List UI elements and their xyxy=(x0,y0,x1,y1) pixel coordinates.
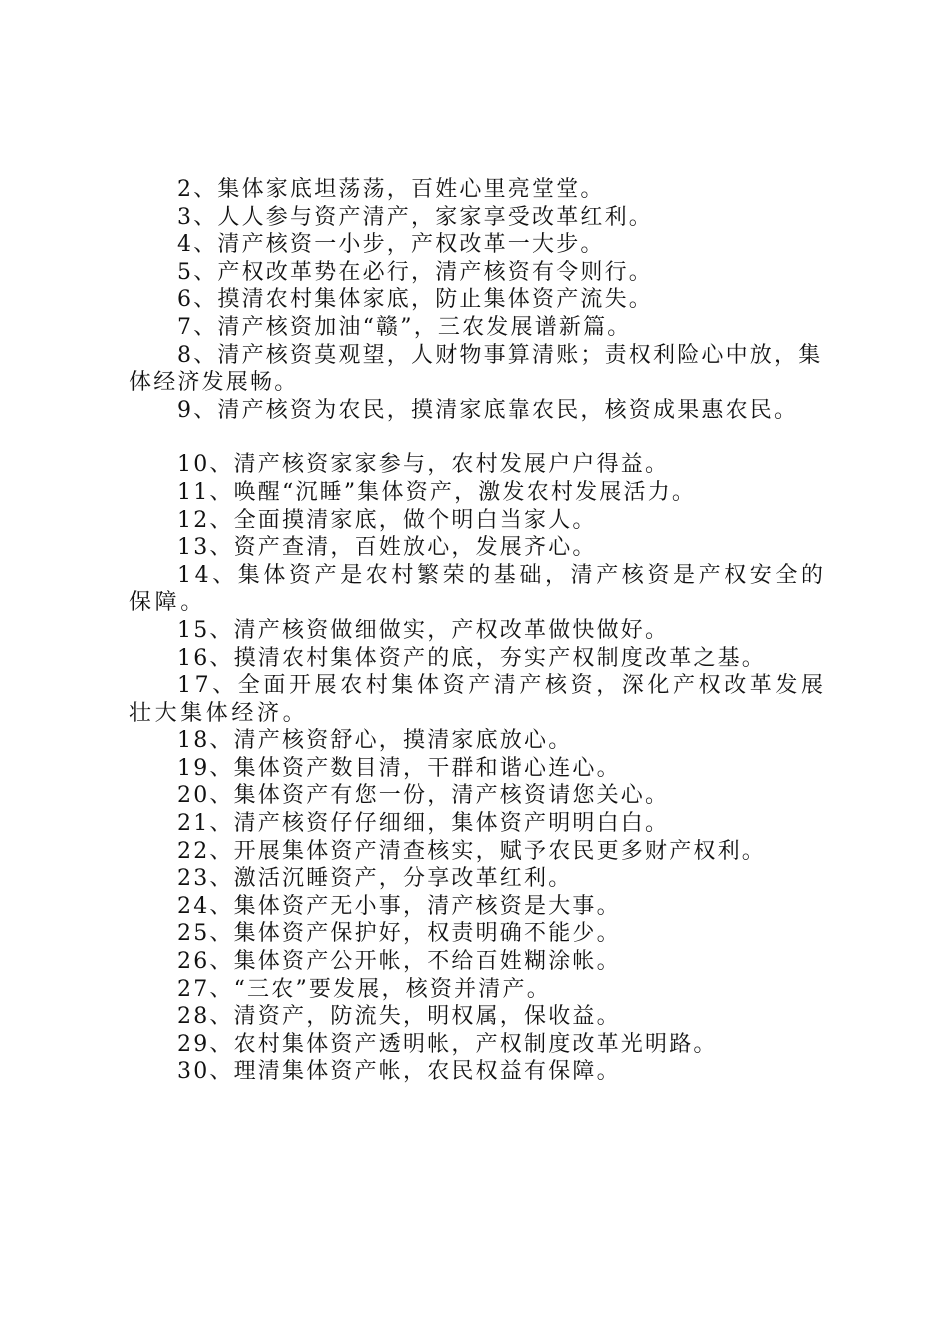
list-item: 30、理清集体资产帐，农民权益有保障。 xyxy=(177,1059,621,1085)
list-item: 10、清产核资家家参与，农村发展户户得益。 xyxy=(177,452,670,478)
list-item: 19、集体资产数目清，干群和谐心连心。 xyxy=(177,755,621,781)
list-item: 8、清产核资莫观望，人财物事算清账；责权利险心中放，集体经济发展畅。 xyxy=(129,342,823,396)
list-item: 24、集体资产无小事，清产核资是大事。 xyxy=(177,893,621,919)
list-item: 11、唤醒“沉睡”集体资产，激发农村发展活力。 xyxy=(177,479,697,505)
list-item: 6、摸清农村集体家底，防止集体资产流失。 xyxy=(177,287,653,313)
list-item: 23、激活沉睡资产，分享改革红利。 xyxy=(177,866,573,892)
list-item: 12、全面摸清家底，做个明白当家人。 xyxy=(177,507,597,533)
list-item: 21、清产核资仔仔细细，集体资产明明白白。 xyxy=(177,811,670,837)
list-item: 9、清产核资为农民，摸清家底靠农民，核资成果惠农民。 xyxy=(177,397,799,423)
list-item: 17、全面开展农村集体资产清产核资，深化产权改革发展壮大集体经济。 xyxy=(129,673,827,726)
list-item: 22、开展集体资产清查核实，赋予农民更多财产权利。 xyxy=(177,838,766,864)
list-item: 15、清产核资做细做实，产权改革做快做好。 xyxy=(177,617,670,643)
list-item: 25、集体资产保护好，权责明确不能少。 xyxy=(177,921,621,947)
list-item: 18、清产核资舒心，摸清家底放心。 xyxy=(177,728,573,754)
list-item: 2、集体家底坦荡荡，百姓心里亮堂堂。 xyxy=(177,177,605,202)
paragraph-gap xyxy=(129,424,835,451)
list-item: 29、农村集体资产透明帐，产权制度改革光明路。 xyxy=(177,1031,718,1057)
list-item: 16、摸清农村集体资产的底，夯实产权制度改革之基。 xyxy=(177,645,766,671)
list-item: 13、资产查清，百姓放心，发展齐心。 xyxy=(177,535,597,561)
list-item: 4、清产核资一小步，产权改革一大步。 xyxy=(177,232,605,258)
list-item: 14、集体资产是农村繁荣的基础，清产核资是产权安全的保障。 xyxy=(129,562,827,616)
list-item: 26、集体资产公开帐，不给百姓糊涂帐。 xyxy=(177,949,621,975)
list-item: 5、产权改革势在必行，清产核资有令则行。 xyxy=(177,259,653,285)
list-item: 27、“三农”要发展，核资并清产。 xyxy=(177,976,551,1002)
slogan-list xyxy=(129,176,835,1086)
list-item: 28、清资产，防流失，明权属，保收益。 xyxy=(177,1004,621,1030)
list-item: 7、清产核资加油“赣”，三农发展谱新篇。 xyxy=(177,314,632,340)
list-item: 20、集体资产有您一份，清产核资请您关心。 xyxy=(177,783,670,809)
list-item: 3、人人参与资产清产，家家享受改革红利。 xyxy=(177,204,653,230)
